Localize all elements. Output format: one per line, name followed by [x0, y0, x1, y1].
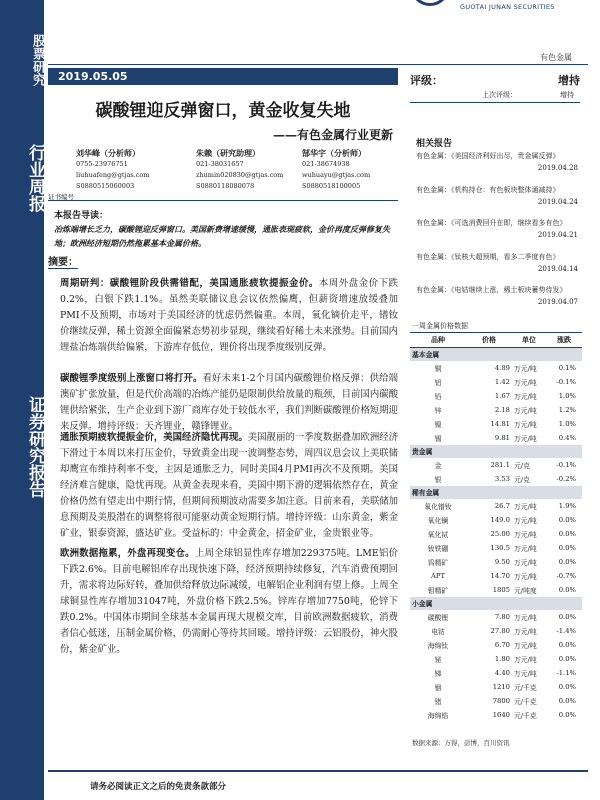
related-report[interactable]	[416, 285, 578, 308]
related-reports-heading: 相关报告	[416, 139, 453, 149]
metal-name: 银	[434, 475, 442, 484]
divider	[48, 770, 588, 772]
price-change: -0.7%	[556, 571, 576, 580]
price-value: 25.00	[490, 529, 510, 538]
related-report-title[interactable]: 有色金属：《钛核大超预期，看多二季度有色》	[416, 253, 560, 261]
report-title: 碳酸锂迎反弹窗口，黄金收复失地	[95, 101, 351, 121]
price-value: 149.0	[490, 515, 510, 524]
divider	[48, 64, 588, 65]
metal-name: 碳酸锂	[427, 613, 449, 622]
analyst-phone: 021-38031657	[196, 160, 244, 168]
price-value: 4.89	[494, 363, 510, 372]
analyst-card	[76, 148, 149, 192]
price-value: 6.70	[494, 640, 510, 649]
price-unit: 万元/吨	[514, 613, 537, 622]
price-value: 1.42	[494, 377, 510, 386]
metal-name: 氧化镨钕	[424, 502, 452, 511]
related-report[interactable]	[416, 185, 578, 208]
price-value: 1.80	[494, 654, 510, 663]
analyst-email[interactable]: zhumin020830@gtjas.com	[196, 171, 284, 179]
metal-name: 海绵锆	[427, 711, 449, 720]
analyst-phone: 0755-23976751	[76, 160, 128, 168]
table-row	[410, 499, 582, 513]
related-report-title[interactable]: 有色金属：《可选消费回升在即，继续看多有色》	[416, 219, 567, 227]
data-source: 数据来源：万得，彭博，百川资讯	[412, 739, 510, 747]
analyst-name: 刘华峰（分析师）	[76, 148, 140, 158]
previous-rating-label: 上次评级：	[482, 91, 517, 99]
price-change: 1.0%	[558, 391, 576, 400]
price-unit: 万元/吨	[514, 558, 537, 567]
price-change: -0.2%	[556, 474, 576, 483]
section-label: 小金属	[410, 597, 582, 610]
price-value: 281.1	[490, 460, 510, 469]
cert-label: 证书编号	[48, 193, 74, 201]
related-report[interactable]	[416, 252, 578, 275]
price-unit: 元/千克	[514, 683, 537, 692]
logo-text: GUOTAI JUNAN SECURITIES	[460, 3, 555, 11]
price-unit: 万元/吨	[514, 502, 537, 511]
price-unit: 元/克	[514, 475, 530, 484]
price-unit: 万元/吨	[514, 406, 537, 415]
analyst-cert: S0880515060003	[76, 182, 135, 190]
price-unit: 万元/吨	[514, 669, 537, 678]
metal-name: APT	[430, 571, 445, 580]
table-row	[410, 638, 582, 652]
price-unit: 元/千克	[514, 711, 537, 720]
price-unit: 元/千克	[514, 697, 537, 706]
column-header: 涨跌	[546, 333, 582, 348]
metal-name: 海绵钛	[427, 641, 449, 650]
metal-name: 氧化铽	[427, 530, 449, 539]
price-unit: 万元/吨	[514, 544, 537, 553]
metal-name: 铝	[434, 378, 442, 387]
table-row	[410, 472, 582, 486]
metal-name: 铅	[434, 392, 442, 401]
price-change: 0.0%	[558, 710, 576, 719]
table-row	[410, 527, 582, 541]
metal-name: 锗	[434, 697, 442, 706]
section-label: 稀有金属	[410, 486, 582, 499]
price-value: 1805	[492, 585, 510, 594]
price-change: -0.1%	[556, 377, 576, 386]
price-change: 0.0%	[558, 515, 576, 524]
metal-name: 铟	[434, 683, 442, 692]
paragraph-lead: 欧洲数据拖累，外盘再现变仓。	[60, 548, 195, 559]
table-row	[410, 583, 582, 597]
price-value: 7800	[492, 696, 510, 705]
price-value: 4.40	[494, 668, 510, 677]
metal-name: 电钴	[431, 627, 445, 636]
table-section-row	[410, 486, 582, 499]
price-change: -0.1%	[556, 460, 576, 469]
paragraph-body: 看好未来1-2个月国内碳酸锂价格反弹：供给端澳矿扩张放量，但是代价高端的冶炼产能仍是限制供给放量的瓶颈，目前国内碳酸锂供给紧张，生产企业到下游厂商库存处于较低水平，我们判断碳酸锂价格短期迎来反弹。增持评级：天齐锂业，赣锋锂业。	[60, 373, 398, 432]
price-table-body	[410, 348, 582, 722]
price-change: 0.0%	[558, 543, 576, 552]
related-report-title[interactable]: 有色金属：《机构持仓：有色板块整体通减持》	[416, 186, 560, 194]
previous-rating-value: 增持	[560, 91, 574, 99]
table-row	[410, 403, 582, 417]
price-change: 0.0%	[558, 696, 576, 705]
analyst-card	[302, 148, 370, 192]
table-row	[410, 652, 582, 666]
paragraph-lead: 通胀预期疲软提振金价，美国经济隐忧再现。	[60, 432, 248, 443]
price-value: 14.81	[490, 419, 510, 428]
price-value: 14.70	[490, 571, 510, 580]
price-unit: 万元/吨	[514, 530, 537, 539]
related-report-title[interactable]: 有色金属：《美国经济利好出尽，贵金属反弹》	[416, 152, 560, 160]
price-change: 0.0%	[558, 557, 576, 566]
price-change: 0.0%	[558, 654, 576, 663]
related-report[interactable]	[416, 151, 578, 174]
column-header: 单位	[512, 333, 546, 348]
price-change: 1.0%	[558, 419, 576, 428]
price-unit: 万元/吨	[514, 655, 537, 664]
table-row	[410, 541, 582, 555]
table-section-row	[410, 348, 582, 361]
price-change: -1.1%	[556, 668, 576, 677]
table-row	[410, 375, 582, 389]
price-table-heading: 一周金属价格数据	[412, 322, 468, 330]
analyst-phone: 021-38674938	[302, 160, 350, 168]
related-report-date: 2019.04.07	[537, 298, 578, 306]
table-row	[410, 458, 582, 472]
price-unit: 万元/吨	[514, 641, 537, 650]
section-label: 贵金属	[410, 445, 582, 458]
price-value: 7.80	[494, 612, 510, 621]
related-report-date: 2019.04.28	[537, 164, 578, 172]
table-row	[410, 666, 582, 680]
paragraph-lead: 碳酸锂季度级别上涨窗口将打开。	[60, 373, 203, 384]
price-table	[410, 332, 582, 722]
table-row	[410, 513, 582, 527]
price-unit: 万元/吨	[514, 627, 537, 636]
guide-text: 冶炼端增长乏力，碳酸锂迎反弹窗口。美国新费增速缓慢，通胀表现疲软，金价再度反弹修复失地；欧洲经济短期仍然拖累基本金属价格。	[54, 224, 390, 248]
summary-paragraph	[60, 371, 398, 435]
metal-name: 镍	[434, 420, 442, 429]
price-value: 3.53	[494, 474, 510, 483]
related-report-date: 2019.04.24	[537, 198, 578, 206]
logo-emblem-icon	[410, 0, 450, 6]
metal-name: 钕铁硼	[427, 544, 449, 553]
table-row	[410, 610, 582, 624]
price-unit: 万元/吨	[514, 572, 537, 581]
price-change: 1.9%	[558, 501, 576, 510]
paragraph-body: 本周外盘金价下跌0.2%，白银下跌1.1%。虽然美联储议息会议依然偏鹰，但薪资增速放缓叠加PMI不及预期，市场对于美国经济的忧虑仍然偏重。本周，氧化镝价走平，镨钕价继续反弹，稀土资源全面偏紧态势初步显现，继续看好稀土未来涨势。目前国内锂盐冶炼端供给偏紧，下游库存低位，锂价将出现季度级别反弹。	[60, 278, 398, 353]
metal-name: 钼精矿	[427, 586, 449, 595]
analyst-name: 朱赖（研究助理）	[196, 148, 260, 158]
industry-category: 有色金属	[540, 53, 572, 62]
price-change: 0.0%	[558, 640, 576, 649]
metal-name: 锑	[434, 669, 442, 678]
price-unit: 万元/吨	[514, 434, 537, 443]
price-change: 0.0%	[558, 612, 576, 621]
table-row	[410, 417, 582, 431]
metal-name: 铋	[434, 655, 442, 664]
metal-name: 钨精矿	[427, 558, 449, 567]
price-value: 130.5	[490, 543, 510, 552]
table-section-row	[410, 597, 582, 610]
metal-name: 铜	[434, 364, 442, 373]
price-value: 1640	[492, 710, 510, 719]
table-row	[410, 361, 582, 375]
disclaimer-footer: 请务必阅读正文之后的免责条款部分	[90, 782, 227, 792]
paragraph-body: 上周全球铝显性库存增加229375吨。LME铝价下跌2.6%。目前电解铝库存出现快速下降，经济预期持续修复，汽车消费预期回升，需求将边际好转，叠加供给释放边际减缓，电解铝企业利润有望上修。上周全球铜显性库存增加31047吨，外盘价格下跌2.5%。锌库存增加7750吨，伦锌下跌0.2%。中国体市期间全球基本金属再现大规模交库，目前欧洲数据疲软，消费者信心低迷，压制金属价格，仍需耐心等待其回暖。增持评级：云铝股份，神火股份，紫金矿业。	[60, 548, 398, 655]
related-report-date: 2019.04.21	[537, 231, 578, 239]
analyst-cert: S0880118080078	[196, 182, 255, 190]
table-row	[410, 569, 582, 583]
price-unit: 万元/吨	[514, 420, 537, 429]
paragraph-body: 美国靓丽的一季度数据叠加欧洲经济下滑过于本周以来打压金价，导致黄金出现一波调整态势，周四议息会议上美联储却鹰宣布维持利率不变，主因是通胀乏力，同时美国4月PMI再次不及预期。美国经济难言健康，隐忧再现。从黄金表现来看，美国中期下滑的逻辑依然存在，黄金价格仍然有望走出中期行情，但期间预期波动需要多加注意。目前来看，美联储加息预期及美股潜在的调整将很可能驱动黄金短期行情。增持评级：山东黄金，紫金矿业，银泰资源，盛达矿业。受益标的：中金黄金，招金矿业，金贵银业等。	[60, 432, 398, 539]
sidebar-report-type: 行业周报	[25, 144, 45, 212]
analyst-email[interactable]: wuhuayu@gtjas.com	[302, 171, 371, 179]
table-header-row	[410, 333, 582, 348]
price-unit: 万元/吨	[514, 516, 537, 525]
rating-label: 评级：	[410, 74, 443, 87]
table-row	[410, 680, 582, 694]
company-logo	[398, 0, 598, 16]
price-change: -1.4%	[556, 626, 576, 635]
price-change: 0.1%	[558, 363, 576, 372]
related-report-date: 2019.04.14	[537, 265, 578, 273]
table-row	[410, 708, 582, 722]
summary-paragraph	[60, 430, 398, 542]
price-change: 0.0%	[558, 529, 576, 538]
related-report-title[interactable]: 有色金属：《电钴继续上涨，稀土板块蓄势待发》	[416, 286, 567, 294]
section-label: 基本金属	[410, 348, 582, 361]
analyst-name: 郜华宇（分析师）	[302, 148, 366, 158]
price-change: 0.0%	[558, 682, 576, 691]
metal-name: 金	[434, 461, 442, 470]
table-section-row	[410, 445, 582, 458]
price-value: 26.7	[494, 501, 510, 510]
price-value: 9.81	[494, 433, 510, 442]
price-value: 2.18	[494, 405, 510, 414]
rating	[410, 72, 580, 88]
analyst-email[interactable]: liuhuafeng@gtjas.com	[76, 171, 150, 179]
price-unit: 元/吨度	[514, 586, 537, 595]
sidebar-top-label: 股票研究	[30, 34, 45, 86]
price-unit: 万元/吨	[514, 392, 537, 401]
table-row	[410, 694, 582, 708]
table-row	[410, 624, 582, 638]
metal-name: 锡	[434, 434, 442, 443]
report-date: 2019.05.05	[58, 70, 128, 83]
summary-paragraph	[60, 546, 398, 658]
price-change: 0.4%	[558, 433, 576, 442]
analyst-cert: S0880518100005	[302, 182, 361, 190]
column-header: 价格	[466, 333, 512, 348]
rating-value: 增持	[558, 74, 580, 87]
table-row	[410, 555, 582, 569]
divider	[410, 102, 580, 103]
price-value: 27.80	[490, 626, 510, 635]
price-unit: 万元/吨	[514, 364, 537, 373]
sidebar	[0, 0, 44, 800]
price-change: 0.0%	[558, 585, 576, 594]
column-header: 品种	[410, 333, 466, 348]
paragraph-lead: 周期研判：碳酸锂阶段供需错配，美国通胀疲软提振金价。	[60, 278, 319, 289]
price-change: 1.2%	[558, 405, 576, 414]
table-row	[410, 389, 582, 403]
table-row	[410, 431, 582, 445]
guide-heading: 本报告导读：	[54, 211, 109, 221]
price-value: 1.67	[494, 391, 510, 400]
date-bar	[48, 68, 398, 85]
related-report[interactable]	[416, 218, 578, 241]
price-value: 1210	[492, 682, 510, 691]
price-unit: 元/克	[514, 461, 530, 470]
metal-name: 锌	[434, 406, 442, 415]
sidebar-report-class: 证券研究报告	[25, 396, 45, 498]
summary-paragraph	[60, 276, 398, 356]
price-unit: 万元/吨	[514, 378, 537, 387]
abstract-heading: 摘要：	[48, 253, 78, 269]
analyst-card	[196, 148, 283, 192]
price-value: 9.50	[494, 557, 510, 566]
report-subtitle: ——有色金属行业更新	[272, 128, 393, 142]
metal-name: 氧化镧	[427, 516, 449, 525]
divider	[48, 200, 398, 201]
